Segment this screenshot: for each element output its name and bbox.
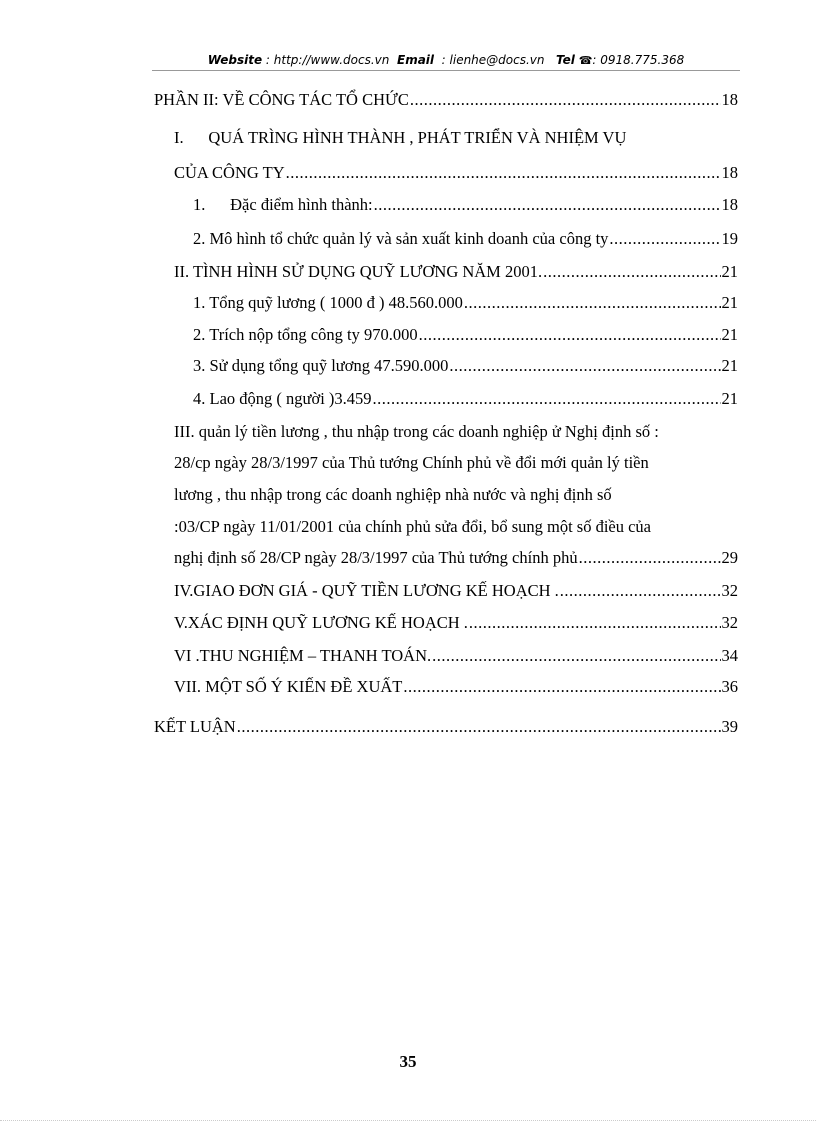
toc-entry-page: 18 — [721, 163, 738, 182]
toc-entry-title: IV.GIAO ĐƠN GIÁ - QUỸ TIỀN LƯƠNG KẾ HOẠCH . — [174, 581, 559, 600]
toc-leader — [237, 717, 721, 737]
tel-label: Tel — [555, 53, 575, 67]
toc-entry-title: PHẦN II: VỀ CÔNG TÁC TỔ CHỨC — [154, 90, 409, 109]
toc-leader — [609, 229, 720, 249]
page-bottom-divider — [0, 1120, 816, 1121]
toc-entry-title: 2. Trích nộp tổng công ty 970.000 — [193, 325, 418, 344]
toc-entry-title: 2. Mô hình tổ chức quản lý và sản xuất kinh doanh của công ty — [193, 229, 609, 248]
toc-entry-sec1-1[interactable] — [193, 195, 738, 215]
website-label: Website — [207, 53, 263, 67]
toc-entry-page: 34 — [721, 646, 738, 665]
toc-entry-page: 32 — [721, 581, 738, 600]
toc-entry-title: 4. Lao động ( người )3.459 — [193, 389, 372, 408]
toc-entry-sec3[interactable] — [174, 548, 738, 568]
toc-entry-page: 21 — [721, 293, 738, 312]
toc-entry-title: 1. Tổng quỹ lương ( 1000 đ ) 48.560.000 — [193, 293, 463, 312]
toc-entry-sec3-line1[interactable]: III. quản lý tiền lương , thu nhập trong các doanh nghiệp ử Nghị định số : — [174, 422, 659, 441]
toc-leader — [464, 293, 721, 313]
toc-entry-title: VI .THU NGHIỆM – THANH TOÁN. — [174, 646, 432, 665]
toc-entry-title: 1. Đặc điểm hình thành: — [193, 195, 373, 214]
toc-entry-sec3-line2[interactable]: 28/cp ngày 28/3/1997 của Thủ tướng Chính phủ về đổi mới quản lý tiền — [174, 453, 649, 472]
toc-leader — [403, 677, 720, 697]
toc-entry-sec4[interactable] — [174, 581, 738, 601]
toc-leader — [373, 389, 721, 409]
toc-entry-sec3-line3[interactable]: lương , thu nhập trong các doanh nghiệp nhà nước và nghị định số — [174, 485, 612, 504]
toc-entry-title: KẾT LUẬN — [154, 717, 236, 736]
toc-entry-page: 19 — [721, 229, 738, 248]
tel-value: : 0918.775.368 — [592, 53, 685, 67]
toc-entry-sec3-line4[interactable]: :03/CP ngày 11/01/2001 của chính phủ sửa đổi, bổ sung một số điều của — [174, 517, 652, 536]
toc-entry-sec1[interactable] — [174, 163, 738, 183]
toc-entry-page: 21 — [721, 389, 738, 408]
email-label: Email — [397, 53, 435, 67]
toc-entry-sec2[interactable] — [174, 262, 738, 282]
toc-entry-page: 18 — [721, 195, 738, 214]
toc-leader — [286, 163, 721, 183]
toc-entry-sec1-2[interactable] — [193, 229, 738, 249]
toc-entry-page: 21 — [721, 325, 738, 344]
toc-entry-title: CỦA CÔNG TY — [174, 163, 285, 182]
toc-entry-sec5[interactable] — [174, 613, 738, 633]
toc-leader — [449, 356, 720, 376]
toc-leader — [543, 262, 720, 282]
toc-entry-sec2-3[interactable] — [193, 356, 738, 376]
email-value[interactable]: : lienhe@docs.vn — [441, 53, 545, 67]
toc-leader — [374, 195, 721, 215]
toc-entry-sec1-line1[interactable]: I. QUÁ TRÌNG HÌNH THÀNH , PHÁT TRIỂN VÀ NHIỆM VỤ — [174, 128, 627, 147]
toc-leader — [419, 325, 721, 345]
toc-entry-page: 18 — [721, 90, 738, 109]
toc-leader — [560, 581, 721, 601]
phone-icon: ☎ — [578, 54, 593, 67]
toc-entry-title: nghị định số 28/CP ngày 28/3/1997 của Thủ tướng chính phủ — [174, 548, 578, 567]
toc-entry-title: II. TÌNH HÌNH SỬ DỤNG QUỸ LƯƠNG NĂM 2001. — [174, 262, 543, 281]
page-number: 35 — [399, 1052, 417, 1071]
toc-entry-title: VII. MỘT SỐ Ý KIẾN ĐỀ XUẤT — [174, 677, 403, 696]
website-value[interactable]: : http://www.docs.vn — [265, 53, 390, 67]
toc-entry-page: 21 — [721, 356, 738, 375]
toc-entry-page: 21 — [721, 262, 738, 281]
toc-entry-sec2-4[interactable] — [193, 389, 738, 409]
toc-entry-sec2-2[interactable] — [193, 325, 738, 345]
toc-entry-page: 29 — [721, 548, 738, 567]
toc-leader — [579, 548, 721, 568]
toc-leader — [432, 646, 720, 666]
toc-entry-title: 3. Sử dụng tổng quỹ lương 47.590.000 — [193, 356, 449, 375]
toc-entry-page: 32 — [721, 613, 738, 632]
toc-entry-page: 36 — [721, 677, 738, 696]
toc-leader — [410, 90, 721, 110]
toc-entry-conclusion[interactable] — [154, 717, 738, 737]
toc-entry-sec6[interactable] — [174, 646, 738, 666]
toc-entry-page: 39 — [721, 717, 738, 736]
toc-entry-sec2-1[interactable] — [193, 293, 738, 313]
toc-leader — [469, 613, 721, 633]
toc-entry-sec7[interactable] — [174, 677, 738, 697]
toc-entry-part2[interactable] — [154, 90, 738, 110]
toc-entry-title: V.XÁC ĐỊNH QUỸ LƯƠNG KẾ HOẠCH . — [174, 613, 468, 632]
